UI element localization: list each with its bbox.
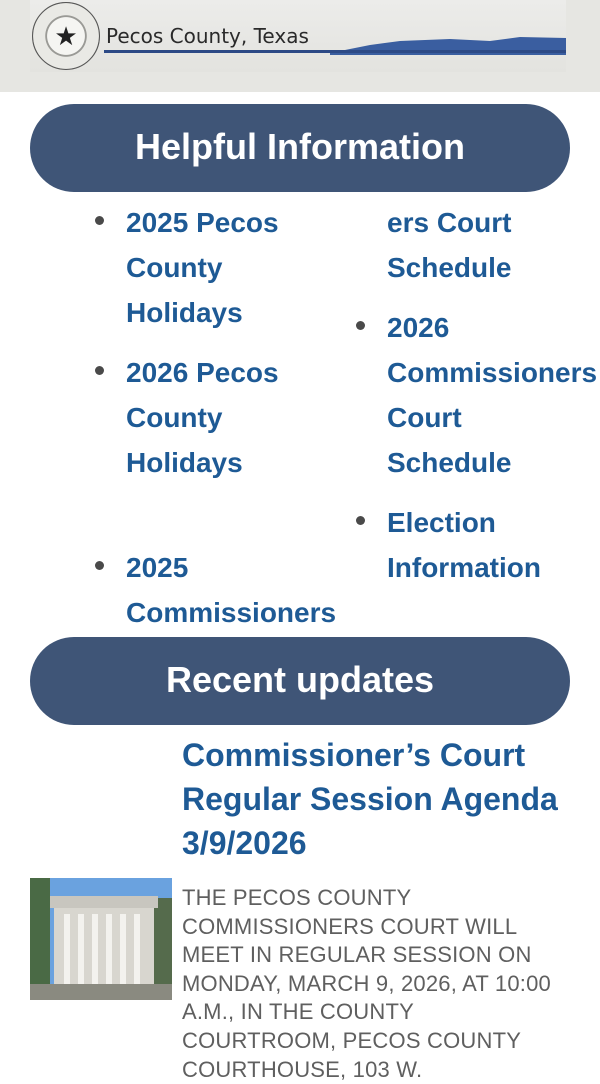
list-item xyxy=(126,200,326,335)
list-item xyxy=(387,305,598,485)
link-2026-holidays[interactable]: 2026 Pecos County Holidays xyxy=(126,357,279,478)
bullet-icon xyxy=(95,366,104,375)
county-seal-icon: ★ xyxy=(32,2,100,70)
link-2025-commissioners-schedule[interactable]: 2025 Commissioners xyxy=(126,552,337,628)
banner-divider xyxy=(104,50,566,53)
courthouse-image xyxy=(30,878,172,1000)
helpful-links-list xyxy=(0,200,600,632)
bullet-icon xyxy=(356,321,365,330)
banner-image xyxy=(30,0,566,72)
bullet-icon xyxy=(95,216,104,225)
post-title-link[interactable]: Commissioner’s Court Regular Session Agenda 3/9/2026 xyxy=(182,737,558,861)
bullet-icon xyxy=(356,516,365,525)
list-item-continuation xyxy=(387,200,587,290)
post-excerpt: THE PECOS COUNTY COMMISSIONERS COURT WILL MEET IN REGULAR SESSION ON MONDAY, MARCH 9, 2026, AT 10:00 A.M., IN THE COUNTY COURTROOM, PECOS COUNTY COURTHOUSE, 103 W. xyxy=(182,885,551,1082)
recent-updates-heading: Recent updates xyxy=(30,637,570,725)
helpful-information-heading: Helpful Information xyxy=(30,104,570,192)
link-election-information[interactable]: Election Information xyxy=(387,507,541,583)
bullet-icon xyxy=(95,561,104,570)
courthouse-thumbnail[interactable] xyxy=(30,878,172,1000)
site-name: Pecos County, Texas xyxy=(106,24,309,48)
list-item xyxy=(126,350,326,485)
link-2025-holidays[interactable]: 2025 Pecos County Holidays xyxy=(126,207,279,328)
link-2025-commissioners-schedule-continued[interactable]: ers Court Schedule xyxy=(387,207,512,283)
site-banner[interactable] xyxy=(0,0,600,92)
link-2026-commissioners-schedule[interactable]: 2026 Commissioners Court Schedule xyxy=(387,312,598,478)
list-item xyxy=(387,500,587,590)
